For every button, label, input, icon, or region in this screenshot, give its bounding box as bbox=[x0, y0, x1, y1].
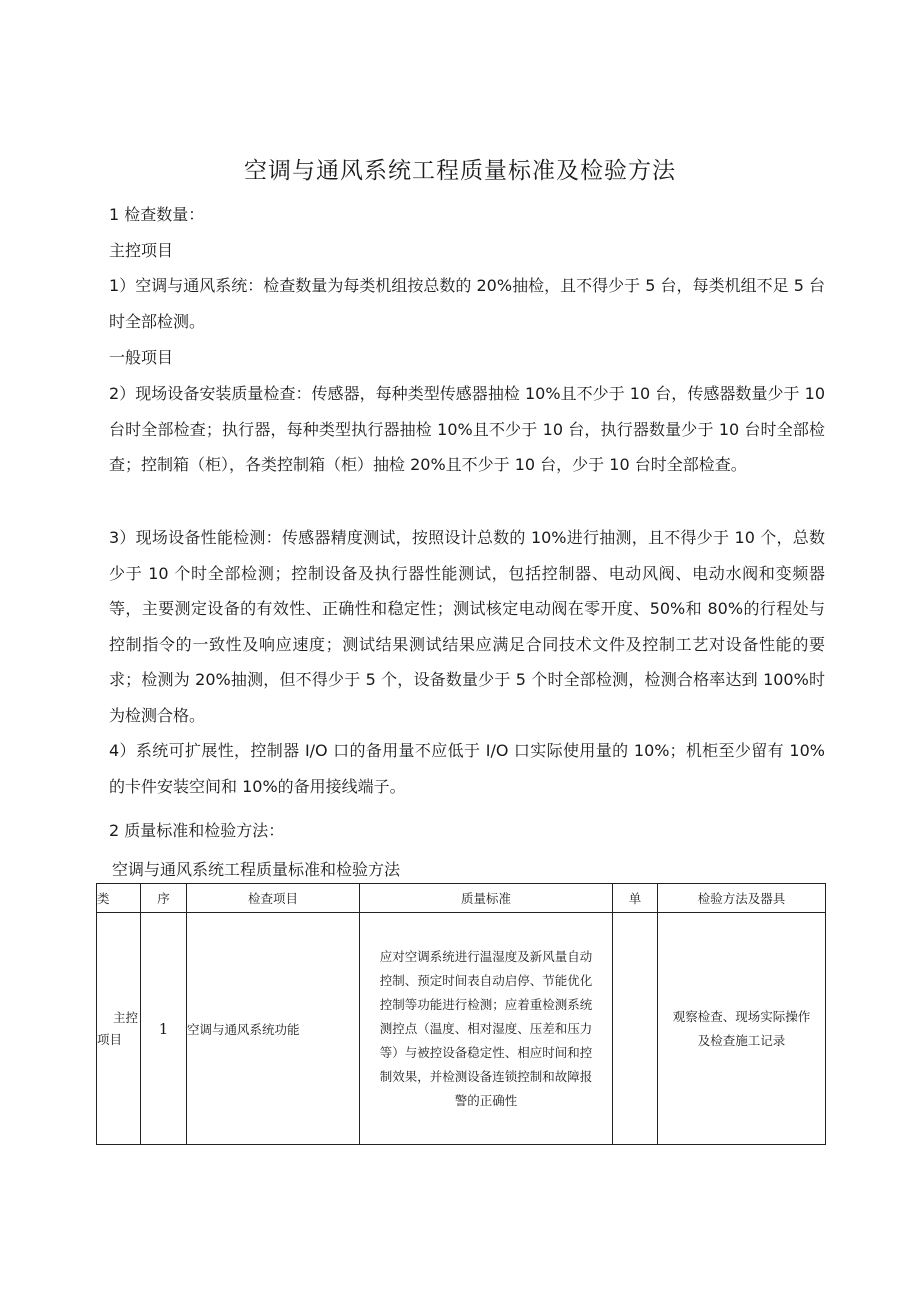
table-row bbox=[97, 913, 826, 1145]
header-standard: 质量标准 bbox=[360, 884, 613, 913]
standard-line: 制效果，并检测设备连锁控制和故障报 bbox=[379, 1068, 593, 1084]
method-line-1: 观察检查、现场实际操作 bbox=[672, 1008, 811, 1024]
table-header-row bbox=[97, 884, 826, 913]
main-items-heading: 主控项目 bbox=[109, 241, 174, 260]
quality-standard-table bbox=[96, 883, 826, 1145]
standard-line: 测控点（温度、相对湿度、压差和压力 bbox=[379, 1020, 593, 1036]
general-item-2: 2）现场设备安装质量检查：传感器，每种类型传感器抽检 10%且不少于 10 台，传感器数量少于 10 台时全部检查；执行器，每种类型执行器抽检 10%且不少于 10 台，执行器数量少于 10 台时全部检查；控制箱（柜），各类控制箱（柜）抽检 20%且不少于 10 台，少于 10 台时全部检查。 bbox=[109, 384, 825, 474]
standard-line: 控制等功能进行检测；应着重检测系统 bbox=[379, 996, 593, 1012]
standard-line: 应对空调系统进行温湿度及新风量自动 bbox=[379, 948, 593, 964]
cell-category bbox=[97, 913, 141, 1145]
general-items-heading: 一般项目 bbox=[109, 348, 174, 367]
header-unit: 单 bbox=[613, 884, 658, 913]
section-1-heading: 1 检查数量： bbox=[109, 205, 205, 224]
main-item-1: 1）空调与通风系统：检查数量为每类机组按总数的 20%抽检，且不得少于 5 台，每类机组不足 5 台时全部检测。 bbox=[109, 276, 825, 331]
cell-standard bbox=[360, 913, 613, 1145]
header-category: 类 bbox=[97, 884, 141, 913]
table-caption: 空调与通风系统工程质量标准和检验方法 bbox=[112, 860, 401, 879]
cell-method bbox=[658, 913, 826, 1145]
cell-item: 空调与通风系统功能 bbox=[187, 913, 360, 1145]
method-line-2: 及检查施工记录 bbox=[697, 1032, 786, 1048]
standard-line: 等）与被控设备稳定性、相应时间和控 bbox=[379, 1044, 593, 1060]
general-item-3: 3）现场设备性能检测：传感器精度测试，按照设计总数的 10%进行抽测，且不得少于 10 个，总数少于 10 个时全部检测；控制设备及执行器性能测试，包括控制器、电动风阀、电动水阀和变频器等，主要测定设备的有效性、正确性和稳定性；测试核定电动阀在零开度、50%和 80%的行程处与控制指令的一致性及响应速度；测试结果测试结果应满足合同技术文件及控制工艺对设备性能的要求；检测为 20%抽测，但不得少于 5 个，设备数量少于 5 个时全部检测，检测合格率达到 100%时为检测合格。 bbox=[109, 528, 825, 725]
cell-unit bbox=[613, 913, 658, 1145]
general-item-4: 4）系统可扩展性，控制器 I/O 口的备用量不应低于 I/O 口实际使用量的 10%；机柜至少留有 10%的卡件安装空间和 10%的备用接线端子。 bbox=[109, 741, 825, 796]
page-title: 空调与通风系统工程质量标准及检验方法 bbox=[244, 158, 676, 184]
standard-line: 警的正确性 bbox=[454, 1092, 518, 1108]
header-method: 检验方法及器具 bbox=[658, 884, 826, 913]
standard-line: 控制、预定时间表自动启停、节能优化 bbox=[379, 972, 593, 988]
header-seq: 序 bbox=[141, 884, 187, 913]
section-2-heading: 2 质量标准和检验方法： bbox=[109, 821, 285, 840]
header-item: 检查项目 bbox=[187, 884, 360, 913]
category-line-1: 主控 bbox=[112, 1009, 138, 1025]
cell-seq: 1 bbox=[141, 913, 187, 1145]
category-line-2: 项目 bbox=[97, 1031, 123, 1047]
